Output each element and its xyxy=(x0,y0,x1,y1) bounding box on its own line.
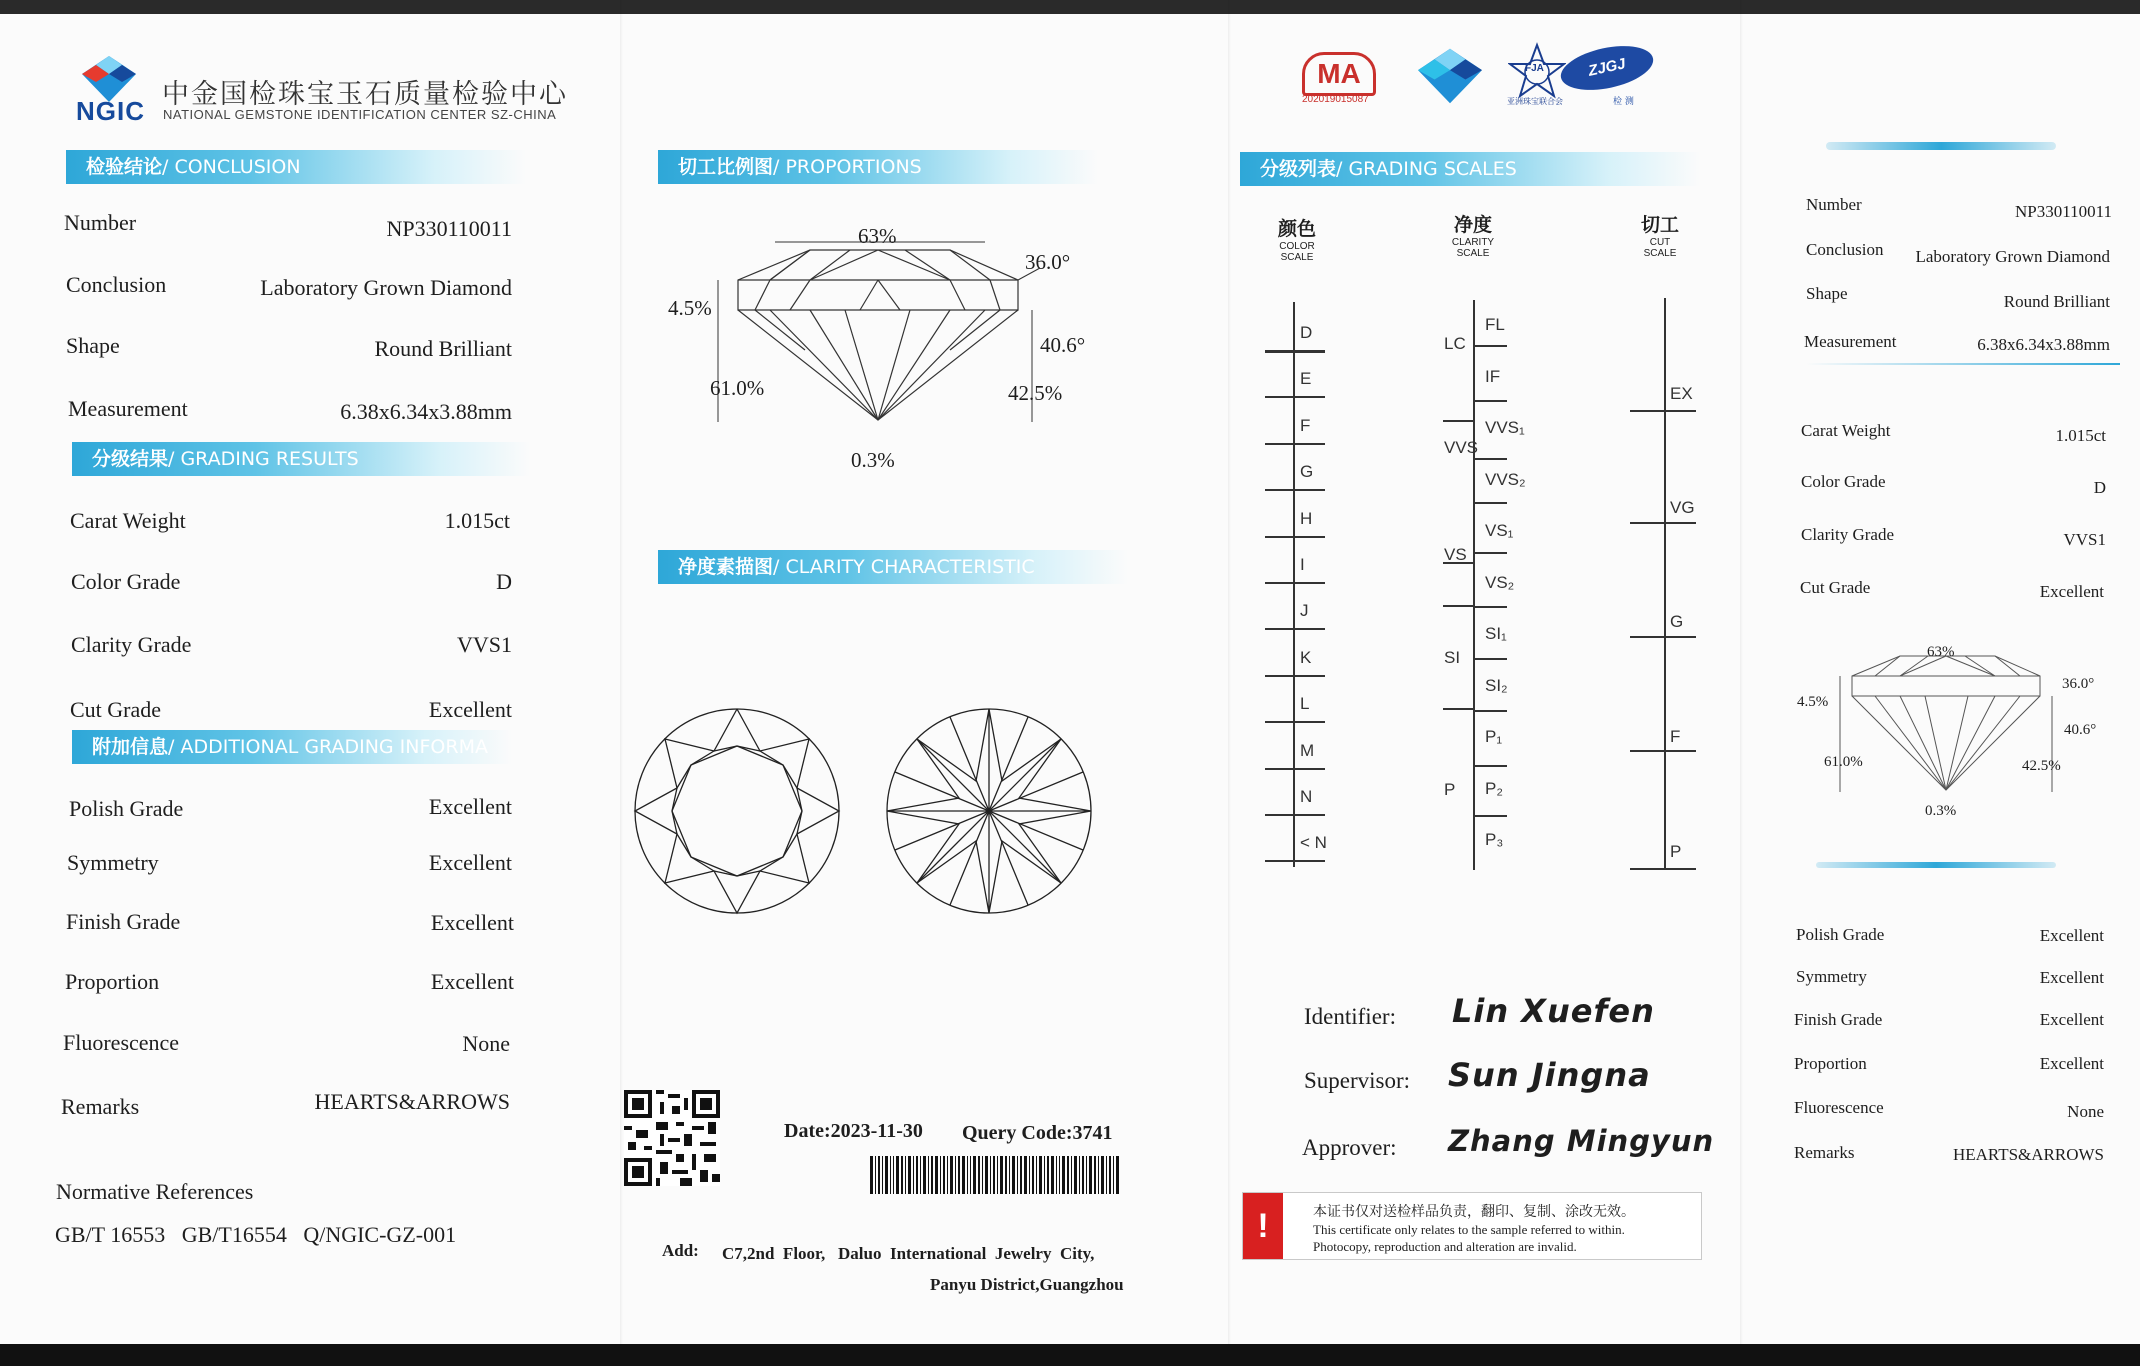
polish-label: Polish Grade xyxy=(69,796,184,821)
clarity-scale-tick xyxy=(1443,420,1473,422)
clarity-grade-label: P₃ xyxy=(1485,830,1504,849)
measurement-label: Measurement xyxy=(68,396,188,421)
cut-grade-label: P xyxy=(1670,842,1682,861)
photo-edge-top xyxy=(0,0,2140,14)
cut-grade-label: G xyxy=(1670,612,1684,631)
crown-angle: 36.0° xyxy=(1025,250,1071,274)
banner-cn: 检验结论 xyxy=(86,156,163,178)
r-conclusion-value: Laboratory Grown Diamond xyxy=(1915,247,2110,266)
warning-icon: ! xyxy=(1243,1193,1283,1259)
banner-en: / GRADING SCALES xyxy=(1336,158,1517,180)
fluorescence-value: None xyxy=(462,1031,510,1056)
clarity-scale-tick xyxy=(1473,710,1507,712)
shape-label: Shape xyxy=(66,333,120,358)
banner-en: / CLARITY CHARACTERISTIC xyxy=(773,556,1035,578)
cut-grade-label: F xyxy=(1670,727,1681,746)
divider xyxy=(1816,862,2056,868)
symmetry-label: Symmetry xyxy=(67,850,159,875)
r-number-label: Number xyxy=(1806,195,1862,214)
color-grade-label: L xyxy=(1300,694,1310,713)
ngic-emblem-icon xyxy=(1418,48,1482,104)
banner-cn: 附加信息 xyxy=(92,736,169,758)
clarity-group-label: SI xyxy=(1444,648,1461,667)
zjgj-caption: 检 测 xyxy=(1613,97,1634,107)
clarity-scale-en1: CLARITY xyxy=(1451,237,1495,248)
clarity-grade-label: VS₁ xyxy=(1485,521,1514,540)
clarity-scale-tick xyxy=(1473,502,1507,504)
r-table-pct: 63% xyxy=(1927,644,1955,660)
clarity-scale-en2: SCALE xyxy=(1456,248,1490,259)
clarity-group-label: VVS xyxy=(1444,438,1479,457)
color-scale-tick xyxy=(1265,721,1325,723)
color-grade-label: J xyxy=(1300,601,1309,620)
color-scale-tick xyxy=(1265,443,1325,445)
r-cut-label: Cut Grade xyxy=(1800,578,1871,597)
r-measurement-label: Measurement xyxy=(1804,332,1897,351)
clarity-value: VVS1 xyxy=(456,632,512,657)
clarity-scale-header xyxy=(1448,210,1498,259)
color-value: D xyxy=(496,569,512,594)
carat-value: 1.015ct xyxy=(444,508,510,533)
cut-scale-tick xyxy=(1630,522,1696,524)
color-scale-en1: COLOR xyxy=(1279,241,1315,252)
number-value: NP330110011 xyxy=(386,216,512,241)
color-scale-header xyxy=(1277,214,1317,263)
color-scale-tick xyxy=(1265,628,1325,630)
banner-proportions xyxy=(658,150,1098,184)
r-shape-label: Shape xyxy=(1806,284,1848,303)
zjgj-logo xyxy=(1557,39,1657,98)
measurement-value: 6.38x6.34x3.88mm xyxy=(340,399,512,424)
clarity-group-label: P xyxy=(1444,780,1456,799)
color-grade-label: H xyxy=(1300,509,1313,528)
r-carat-value: 1.015ct xyxy=(2055,426,2106,445)
normative-value: GB/T 16553 GB/T16554 Q/NGIC-GZ-001 xyxy=(55,1222,457,1247)
r-clarity-value: VVS1 xyxy=(2063,530,2106,549)
cut-scale-axis xyxy=(1664,298,1666,870)
clarity-scale-tick xyxy=(1473,658,1507,660)
cma-number: 202019015087 xyxy=(1302,94,1369,105)
report-date: Date:2023-11-30 xyxy=(784,1120,923,1142)
shape-value: Round Brilliant xyxy=(374,336,512,361)
fold-line xyxy=(620,0,623,1344)
approver-label: Approver: xyxy=(1302,1135,1397,1160)
color-scale-en2: SCALE xyxy=(1280,252,1314,263)
color-scale-tick xyxy=(1265,396,1325,398)
clarity-scale-tick xyxy=(1443,708,1473,710)
center-name-en: NATIONAL GEMSTONE IDENTIFICATION CENTER SZ-CHINA xyxy=(163,107,557,122)
total-depth: 61.0% xyxy=(710,376,765,400)
banner-cn: 切工比例图 xyxy=(678,156,774,178)
cut-value: Excellent xyxy=(428,697,512,722)
table-pct: 63% xyxy=(858,224,897,248)
clarity-grade-label: IF xyxy=(1485,367,1501,386)
banner-en: / CONCLUSION xyxy=(162,156,301,178)
approver-signature: Zhang Mingyun xyxy=(1448,1124,1715,1158)
color-grade-label: < N xyxy=(1300,833,1327,852)
r-conclusion-label: Conclusion xyxy=(1806,240,1884,259)
banner-grading-results xyxy=(72,442,530,476)
banner-additional xyxy=(72,730,512,764)
r-fluorescence-value: None xyxy=(2067,1102,2104,1121)
color-scale-tick xyxy=(1265,860,1325,862)
r-cut-value: Excellent xyxy=(2039,582,2104,601)
color-grade-label: D xyxy=(1300,323,1313,342)
r-culet: 0.3% xyxy=(1925,803,1957,819)
color-scale-tick xyxy=(1265,675,1325,677)
center-name-cn: 中金国检珠宝玉石质量检验中心 xyxy=(162,79,568,110)
number-label: Number xyxy=(64,210,137,235)
remarks-label: Remarks xyxy=(61,1094,140,1119)
clarity-grade-label: VVS₂ xyxy=(1485,470,1526,489)
remarks-value: HEARTS&ARROWS xyxy=(314,1089,510,1114)
conclusion-value: Laboratory Grown Diamond xyxy=(260,275,512,300)
banner-en: / PROPORTIONS xyxy=(773,156,922,178)
clarity-grade-label: P₂ xyxy=(1485,779,1503,798)
r-symmetry-value: Excellent xyxy=(2039,968,2104,987)
identifier-label: Identifier: xyxy=(1304,1004,1396,1029)
color-scale-tick xyxy=(1265,582,1325,584)
r-pavilion-angle: 40.6° xyxy=(2064,722,2097,738)
banner-clarity xyxy=(658,550,1128,584)
identifier-signature: Lin Xuefen xyxy=(1452,992,1655,1030)
symmetry-value: Excellent xyxy=(428,850,512,875)
finish-label: Finish Grade xyxy=(66,909,181,934)
r-pavilion-depth: 42.5% xyxy=(2022,758,2061,774)
address-line2: Panyu District,Guangzhou xyxy=(930,1275,1124,1294)
photo-edge-bottom xyxy=(0,1344,2140,1366)
color-grade-label: N xyxy=(1300,787,1313,806)
clarity-scale-tick xyxy=(1473,345,1507,347)
r-number-value: NP330110011 xyxy=(2015,202,2112,221)
fja-caption: 亚洲珠宝联合会 xyxy=(1507,97,1563,106)
proportion-label: Proportion xyxy=(65,969,160,994)
clarity-group-label: LC xyxy=(1444,334,1466,353)
banner-cn: 分级列表 xyxy=(1260,158,1337,180)
cma-text: MA xyxy=(1317,58,1361,89)
r-finish-value: Excellent xyxy=(2039,1010,2104,1029)
crown-height: 4.5% xyxy=(668,296,712,320)
cma-logo xyxy=(1302,52,1376,96)
r-clarity-label: Clarity Grade xyxy=(1801,525,1894,544)
color-scale-tick xyxy=(1265,489,1325,491)
cut-scale-header xyxy=(1640,210,1680,259)
cut-scale-tick xyxy=(1630,868,1696,870)
qr-code[interactable] xyxy=(624,1090,720,1186)
r-total-depth: 61.0% xyxy=(1824,754,1863,770)
zjgj-text: ZJGJ xyxy=(1586,55,1628,80)
r-fluorescence-label: Fluorescence xyxy=(1794,1098,1884,1117)
r-carat-label: Carat Weight xyxy=(1801,421,1891,440)
clarity-scale-tick xyxy=(1473,400,1507,402)
pavilion-angle: 40.6° xyxy=(1040,333,1086,357)
banner-conclusion xyxy=(66,150,526,184)
cut-scale-en1: CUT xyxy=(1649,237,1671,248)
r-proportion-value: Excellent xyxy=(2039,1054,2104,1073)
clarity-scale-tick xyxy=(1443,605,1473,607)
supervisor-signature: Sun Jingna xyxy=(1448,1056,1651,1094)
pavilion-depth: 42.5% xyxy=(1008,381,1063,405)
notice-cn: 本证书仅对送检样品负责，翻印、复制、涂改无效。 xyxy=(1313,1204,1635,1220)
proportion-value: Excellent xyxy=(430,969,514,994)
notice-en2: Photocopy, reproduction and alteration are invalid. xyxy=(1313,1239,1577,1254)
cut-scale-tick xyxy=(1630,750,1696,752)
query-code: Query Code:3741 xyxy=(962,1122,1113,1144)
clarity-scale-tick xyxy=(1473,815,1507,817)
notice-en1: This certificate only relates to the sample referred to within. xyxy=(1313,1222,1625,1237)
fluorescence-label: Fluorescence xyxy=(63,1030,180,1055)
clarity-scale-tick xyxy=(1473,765,1507,767)
clarity-scale-cn: 净度 xyxy=(1453,214,1492,236)
color-grade-label: K xyxy=(1300,648,1312,667)
divider xyxy=(1806,363,2120,365)
r-measurement-value: 6.38x6.34x3.88mm xyxy=(1977,335,2110,354)
clarity-scale-tick xyxy=(1473,458,1507,460)
color-scale-axis xyxy=(1293,302,1295,867)
r-polish-value: Excellent xyxy=(2039,926,2104,945)
barcode[interactable] xyxy=(870,1156,1120,1194)
clarity-scale-axis xyxy=(1473,300,1475,870)
address-label: Add: xyxy=(662,1241,699,1260)
color-grade-label: G xyxy=(1300,462,1314,481)
fja-text: FJA xyxy=(1525,63,1544,74)
clarity-grade-label: P₁ xyxy=(1485,727,1503,746)
banner-cn: 分级结果 xyxy=(92,448,169,470)
color-grade-label: F xyxy=(1300,416,1311,435)
clarity-label: Clarity Grade xyxy=(71,632,192,657)
supervisor-label: Supervisor: xyxy=(1304,1068,1411,1093)
clarity-grade-label: SI₂ xyxy=(1485,676,1508,695)
color-scale-tick xyxy=(1265,536,1325,538)
banner-scales xyxy=(1240,152,1700,186)
cut-scale-cn: 切工 xyxy=(1640,214,1679,236)
r-remarks-label: Remarks xyxy=(1794,1143,1855,1162)
proportion-diagram-small xyxy=(1800,640,2100,830)
clarity-grade-label: VVS₁ xyxy=(1485,418,1525,437)
clarity-grade-label: VS₂ xyxy=(1485,573,1515,592)
r-shape-value: Round Brilliant xyxy=(2003,292,2110,311)
r-color-label: Color Grade xyxy=(1801,472,1886,491)
r-crown-angle: 36.0° xyxy=(2062,676,2095,692)
cut-grade-label: VG xyxy=(1670,498,1695,517)
fold-line xyxy=(1740,0,1743,1344)
clarity-grade-label: FL xyxy=(1485,315,1505,334)
cut-scale-tick xyxy=(1630,636,1696,638)
divider xyxy=(1826,142,2056,150)
color-scale-tick xyxy=(1265,351,1325,353)
banner-cn: 净度素描图 xyxy=(678,556,774,578)
clarity-grade-label: SI₁ xyxy=(1485,624,1507,643)
clarity-scale-tick xyxy=(1473,606,1507,608)
color-scale-tick xyxy=(1265,768,1325,770)
r-color-value: D xyxy=(2093,478,2106,497)
banner-en: / ADDITIONAL GRADING INFORMA xyxy=(168,736,488,758)
color-scale-cn: 颜色 xyxy=(1277,218,1316,240)
finish-value: Excellent xyxy=(430,910,514,935)
clarity-group-label: VS xyxy=(1444,545,1467,564)
legal-notice xyxy=(1242,1192,1702,1260)
normative-label: Normative References xyxy=(56,1179,254,1204)
culet: 0.3% xyxy=(851,448,895,472)
r-polish-label: Polish Grade xyxy=(1796,925,1885,944)
crown-view-diagram xyxy=(632,706,842,916)
r-remarks-value: HEARTS&ARROWS xyxy=(1952,1145,2104,1164)
color-grade-label: E xyxy=(1300,369,1312,388)
polish-value: Excellent xyxy=(428,794,512,819)
r-finish-label: Finish Grade xyxy=(1794,1010,1883,1029)
fold-line xyxy=(1228,0,1231,1344)
clarity-scale-tick xyxy=(1473,552,1507,554)
banner-en: / GRADING RESULTS xyxy=(168,448,359,470)
cut-grade-label: EX xyxy=(1670,384,1693,403)
color-label: Color Grade xyxy=(71,569,181,594)
color-grade-label: M xyxy=(1300,741,1315,760)
r-proportion-label: Proportion xyxy=(1794,1054,1867,1073)
pavilion-view-diagram xyxy=(884,706,1094,916)
color-scale-tick xyxy=(1265,814,1325,816)
conclusion-label: Conclusion xyxy=(66,272,167,297)
carat-label: Carat Weight xyxy=(70,508,186,533)
r-crown-height: 4.5% xyxy=(1797,694,1829,710)
cut-scale-en2: SCALE xyxy=(1643,248,1677,259)
color-grade-label: I xyxy=(1300,555,1305,574)
cut-label: Cut Grade xyxy=(70,697,162,722)
address-line1: C7,2nd Floor, Daluo International Jewelry City, xyxy=(722,1244,1095,1263)
r-symmetry-label: Symmetry xyxy=(1796,967,1867,986)
cut-scale-tick xyxy=(1630,410,1696,412)
ngic-logo-text: NGIC xyxy=(76,96,145,126)
